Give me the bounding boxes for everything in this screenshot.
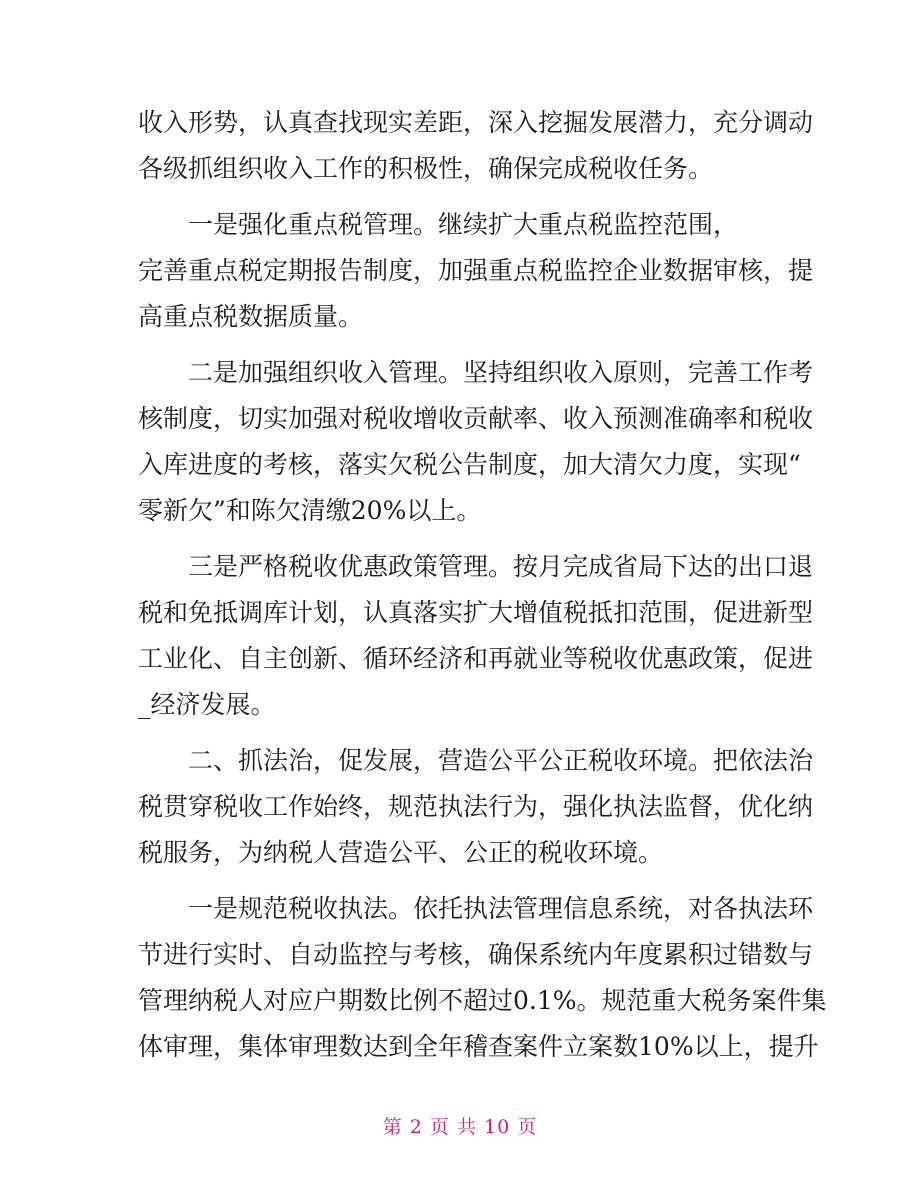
text-line: 税贯穿税收工作始终，规范执法行为，强化执法监督，优化纳 xyxy=(138,792,814,821)
paragraph-start-line: 一是规范税收执法。依托执法管理信息系统，对各执法环 xyxy=(188,894,814,923)
text-line: 各级抓组织收入工作的积极性，确保完成税收任务。 xyxy=(138,154,714,183)
text-line: 体审理，集体审理数达到全年稽查案件立案数10%以上，提升 xyxy=(138,1032,819,1061)
text-line: 税服务，为纳税人营造公平、公正的税收环境。 xyxy=(138,838,664,867)
text-line: 入库进度的考核，落实欠税公告制度，加大清欠力度，实现“ xyxy=(138,450,801,479)
paragraph-start-line: 三是严格税收优惠政策管理。按月完成省局下达的出口退 xyxy=(188,552,814,581)
text-line: 税和免抵调库计划，认真落实扩大增值税抵扣范围，促进新型 xyxy=(138,598,814,627)
paragraph-start-line: 二是加强组织收入管理。坚持组织收入原则，完善工作考 xyxy=(188,358,814,387)
text-line: 完善重点税定期报告制度，加强重点税监控企业数据审核，提 xyxy=(138,256,814,285)
page-number-footer: 第 2 页 共 10 页 xyxy=(382,1116,538,1138)
text-line: 节进行实时、自动监控与考核，确保系统内年度累积过错数与 xyxy=(138,940,814,969)
body-text xyxy=(138,100,827,1070)
text-line: 零新欠”和陈欠清缴20%以上。 xyxy=(138,496,482,525)
text-line: _经济发展。 xyxy=(138,690,276,719)
text-line: 高重点税数据质量。 xyxy=(138,302,364,331)
paragraph-start-line: 一是强化重点税管理。继续扩大重点税监控范围， xyxy=(188,210,739,239)
text-line: 核制度，切实加强对税收增收贡献率、收入预测准确率和税收 xyxy=(138,404,814,433)
text-line: 收入形势，认真查找现实差距，深入挖掘发展潜力，充分调动 xyxy=(138,108,814,137)
paragraph-start-line: 二、抓法治，促发展，营造公平公正税收环境。把依法治 xyxy=(188,746,814,775)
text-line: 管理纳税人对应户期数比例不超过0.1%。规范重大税务案件集 xyxy=(138,986,827,1015)
text-line: 工业化、自主创新、循环经济和再就业等税收优惠政策，促进 xyxy=(138,644,814,673)
